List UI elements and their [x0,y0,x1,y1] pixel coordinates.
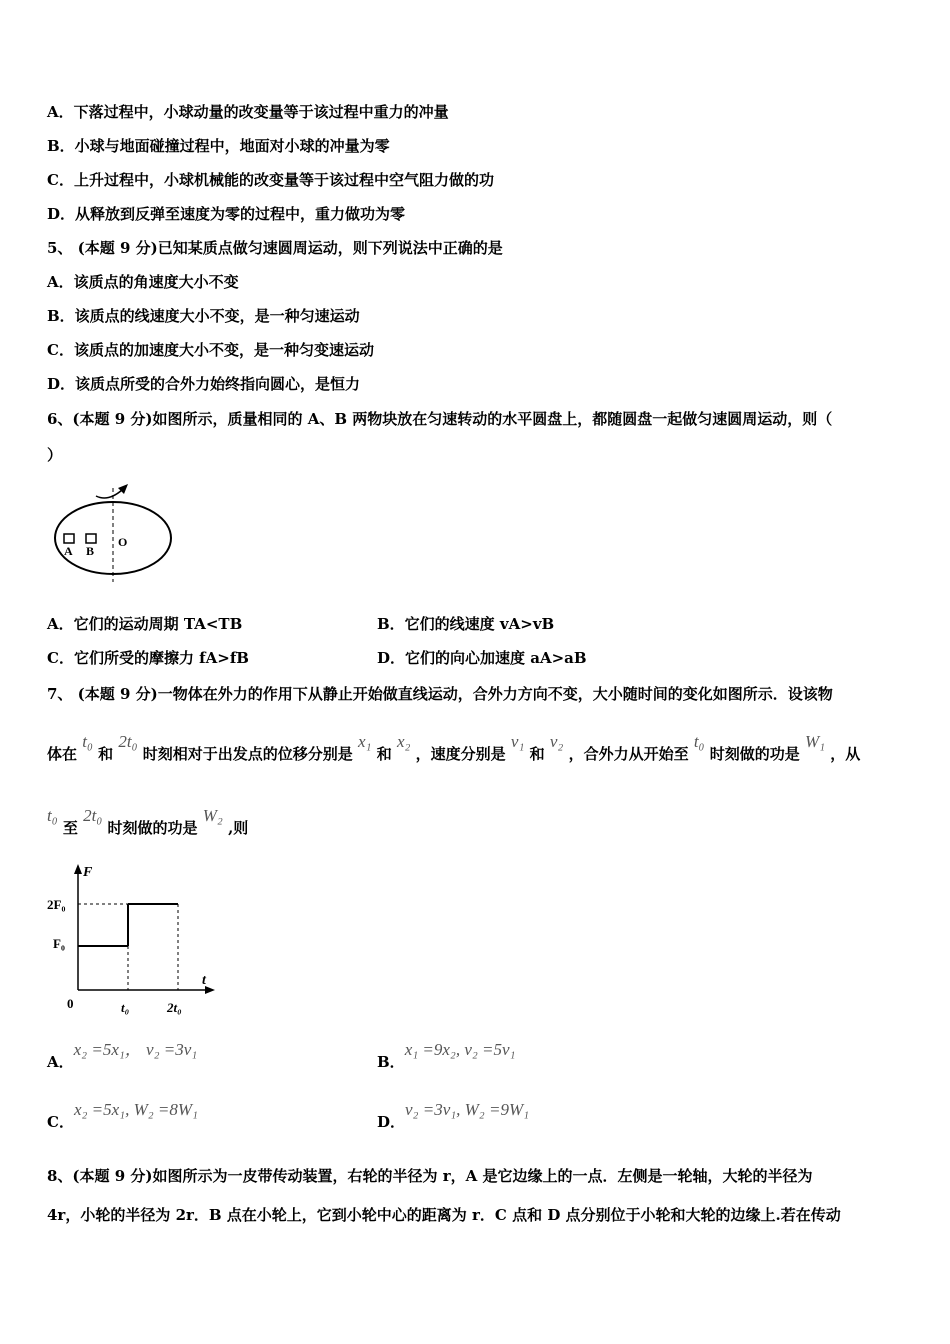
x-axis-arrow [205,986,215,994]
label-o: O [118,535,128,549]
q7-stem-line1: 7、 (本题 9 分)一物体在外力的作用下从静止开始做直线运动，合外力方向不变，大小随时间的变化如图所示．设该物 [47,685,833,703]
option-label: D． [377,1113,406,1131]
option-c-math: x₂ =5x₁, W₂ =8W₁ [73,1100,198,1119]
math-x1: x₁ [358,732,372,751]
q7-option-c [47,1100,198,1132]
label-a: A [64,544,73,558]
q5-option-c: C．该质点的加速度大小不变，是一种匀变速运动 [47,341,374,359]
q4-option-a: A．下落过程中，小球动量的改变量等于该过程中重力的冲量 [47,103,449,121]
q7-force-time-graph [45,862,220,1020]
text: 和 [376,745,392,763]
tick-2t0: 2t₀ [167,1000,182,1015]
q6-turntable-figure [50,478,180,586]
tick-2f0: 2F₀ [47,897,66,912]
text: 和 [98,745,114,763]
option-label: A． [47,1053,74,1071]
q7-stem-line3 [47,806,249,838]
option-d-math: v₂ =3v₁, W₂ =9W₁ [405,1100,530,1119]
q5-stem: 5、 (本题 9 分)已知某质点做匀速圆周运动，则下列说法中正确的是 [47,239,503,257]
math-2t0: 2t₀ [118,732,138,751]
y-axis-label: F [83,865,93,880]
q8-stem-line1: 8、(本题 9 分)如图所示为一皮带传动装置，右轮的半径为 r，A 是它边缘上的一点．左侧是一轮轴，大轮的半径为 [47,1167,813,1185]
q4-option-c: C．上升过程中，小球机械能的改变量等于该过程中空气阻力做的功 [47,171,494,189]
option-label: B． [377,1053,405,1071]
origin-label: 0 [67,996,74,1011]
text: 体在 [47,745,78,763]
math-t0: t₀ [82,732,93,751]
math-2t0: 2t₀ [83,806,103,825]
text: 和 [529,745,545,763]
q5-option-a: A．该质点的角速度大小不变 [47,273,239,291]
q6-option-c: C．它们所受的摩擦力 fA>fB [47,649,249,667]
math-t0: t₀ [693,732,705,751]
label-b: B [86,544,95,558]
text: 时刻做的功是 [107,819,198,837]
text: 时刻做的功是 [709,745,800,763]
text: ，合外力从开始至 [568,745,689,763]
text: ，从 [830,745,861,763]
q8-stem-line2: 4r，小轮的半径为 2r．B 点在小轮上，它到小轮中心的距离为 r．C 点和 D 点分别位于小轮和大轮的边缘上.若在传动 [47,1206,841,1224]
q5-option-b: B．该质点的线速度大小不变，是一种匀速运动 [47,307,360,325]
q6-stem-line1: 6、(本题 9 分)如图所示，质量相同的 A、B 两物块放在匀速转动的水平圆盘上，都随圆盘一起做匀速圆周运动，则（ [47,410,833,428]
rotation-arrow [96,490,122,498]
math-w2: W₂ [202,806,223,825]
block-b [86,534,96,543]
option-label: C． [47,1113,74,1131]
q7-option-d [377,1100,530,1132]
q6-option-d: D．它们的向心加速度 aA>aB [377,649,587,667]
q7-option-a [47,1040,198,1072]
q7-option-b [377,1040,516,1072]
q6-stem-line2: ） [47,446,63,464]
math-w1: W₁ [804,732,826,751]
q5-option-d: D．该质点所受的合外力始终指向圆心，是恒力 [47,375,361,393]
math-t0: t₀ [47,806,58,825]
text: 至 [62,819,78,837]
text: 时刻相对于出发点的位移分别是 [142,745,353,763]
tick-f0: F₀ [53,936,65,951]
q7-stem-line2 [47,732,861,764]
tick-t0: t₀ [121,1000,130,1015]
q4-option-b: B．小球与地面碰撞过程中，地面对小球的冲量为零 [47,137,390,155]
block-a [64,534,74,543]
x-axis-label: t [202,973,206,988]
y-axis-arrow [74,864,82,874]
text: ，速度分别是 [415,745,506,763]
q4-option-d: D．从释放到反弹至速度为零的过程中，重力做功为零 [47,205,406,223]
math-v1: v₁ [510,732,525,751]
math-v2: v₂ [549,732,564,751]
math-x2: x₂ [396,732,411,751]
q6-option-b: B．它们的线速度 vA>vB [377,615,555,633]
q6-option-a: A．它们的运动周期 TA<TB [47,615,243,633]
text: ,则 [228,819,249,837]
option-a-math: x₂ =5x₁， v₂ =3v₁ [73,1040,198,1059]
option-b-math: x₁ =9x₂, v₂ =5v₁ [404,1040,516,1059]
